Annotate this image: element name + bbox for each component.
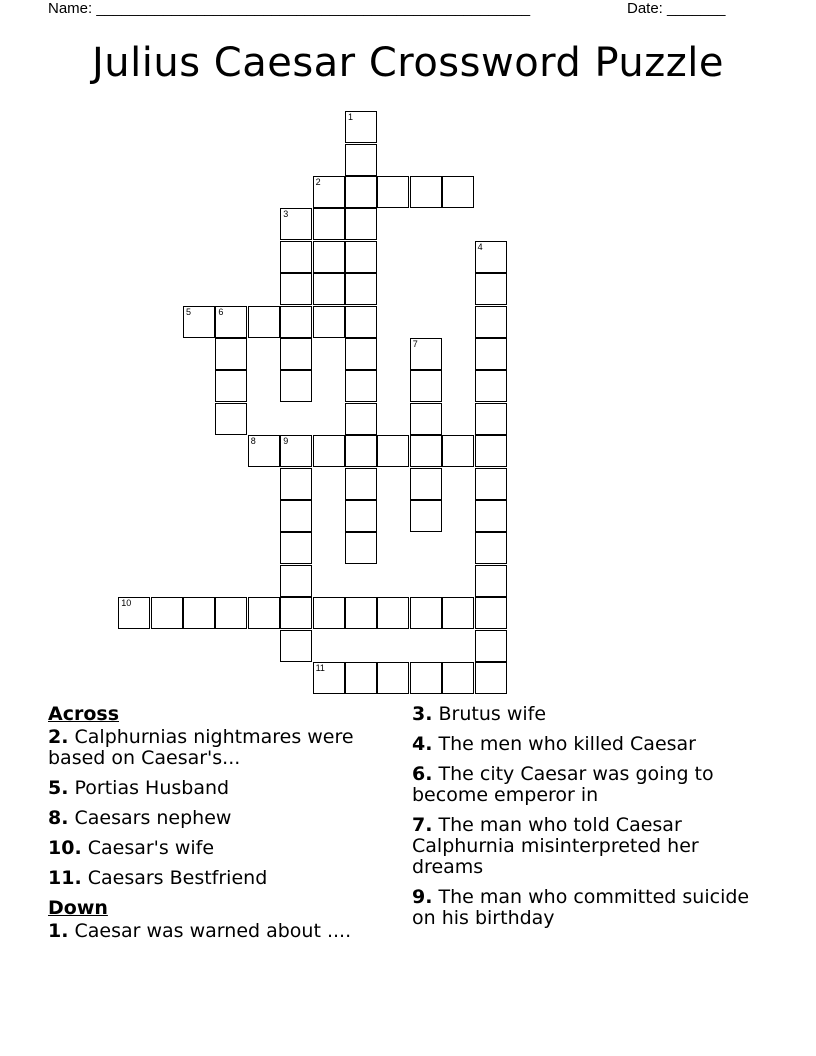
clue-item bbox=[412, 815, 768, 878]
clue-item-text: Portias Husband bbox=[74, 777, 230, 799]
clue-number: 7 bbox=[412, 339, 418, 349]
grid-cell[interactable] bbox=[377, 435, 409, 467]
grid-cell[interactable] bbox=[475, 630, 507, 662]
grid-cell[interactable] bbox=[280, 597, 312, 629]
clue-item-number: 5. bbox=[48, 777, 69, 799]
clue-item-number: 4. bbox=[412, 733, 433, 755]
grid-cell[interactable] bbox=[475, 597, 507, 629]
grid-cell[interactable] bbox=[280, 241, 312, 273]
grid-cell[interactable] bbox=[345, 662, 377, 694]
grid-cell[interactable] bbox=[313, 662, 345, 694]
clue-number: 5 bbox=[186, 306, 192, 317]
grid-cell[interactable] bbox=[280, 565, 312, 597]
clue-item-number: 3. bbox=[412, 703, 433, 725]
clue-item-number: 2. bbox=[48, 726, 69, 748]
grid-cell[interactable] bbox=[475, 338, 507, 370]
grid-cell[interactable] bbox=[377, 597, 409, 629]
grid-cell[interactable] bbox=[345, 468, 377, 500]
grid-cell[interactable] bbox=[313, 241, 345, 273]
grid-cell[interactable] bbox=[345, 403, 377, 435]
grid-cell[interactable] bbox=[345, 241, 377, 273]
grid-cell[interactable] bbox=[475, 306, 507, 338]
grid-cell[interactable] bbox=[442, 435, 474, 467]
grid-cell[interactable] bbox=[313, 176, 345, 208]
clue-item-text: The man who told Caesar Calphurnia misinterpreted her dreams bbox=[412, 814, 699, 878]
grid-cell[interactable] bbox=[345, 370, 377, 402]
name-field-label: Name: ____________________________________________________ bbox=[48, 0, 531, 17]
grid-cell[interactable] bbox=[475, 370, 507, 402]
grid-cell[interactable] bbox=[410, 338, 442, 370]
grid-cell[interactable] bbox=[313, 597, 345, 629]
clue-item-text: Calphurnias nightmares were based on Caesar's... bbox=[48, 726, 354, 769]
down-clue-list-right bbox=[412, 704, 768, 929]
clue-number: 4 bbox=[477, 241, 483, 252]
clue-item-number: 6. bbox=[412, 763, 433, 785]
grid-cell[interactable] bbox=[410, 500, 442, 532]
grid-cell[interactable] bbox=[183, 597, 215, 629]
clue-item-number: 11. bbox=[48, 867, 82, 889]
clue-item-text: The man who committed suicide on his birthday bbox=[412, 886, 750, 929]
clue-number: 9 bbox=[283, 436, 289, 447]
grid-cell[interactable] bbox=[475, 532, 507, 564]
grid-cell[interactable] bbox=[345, 500, 377, 532]
grid-cell[interactable] bbox=[151, 597, 183, 629]
grid-cell[interactable] bbox=[475, 662, 507, 694]
grid-cell[interactable] bbox=[313, 208, 345, 240]
clue-item-number: 1. bbox=[48, 920, 69, 942]
down-heading: Down bbox=[48, 897, 108, 919]
grid-cell[interactable] bbox=[345, 532, 377, 564]
clue-item bbox=[48, 778, 388, 799]
clues-column-right bbox=[412, 704, 768, 938]
clue-item bbox=[412, 704, 768, 725]
grid-cell[interactable] bbox=[345, 435, 377, 467]
grid-cell[interactable] bbox=[280, 338, 312, 370]
grid-cell[interactable] bbox=[215, 370, 247, 402]
grid-cell[interactable] bbox=[215, 597, 247, 629]
clue-item-text: Caesar was warned about .... bbox=[74, 920, 352, 942]
clue-number: 8 bbox=[250, 436, 256, 447]
clue-number: 10 bbox=[121, 598, 132, 609]
clue-item-text: Caesar's wife bbox=[87, 837, 215, 859]
grid-cell[interactable] bbox=[442, 662, 474, 694]
grid-cell[interactable] bbox=[410, 468, 442, 500]
grid-cell[interactable] bbox=[475, 565, 507, 597]
grid-cell[interactable] bbox=[442, 597, 474, 629]
grid-cell[interactable] bbox=[280, 306, 312, 338]
clue-item bbox=[48, 838, 388, 859]
grid-cell[interactable] bbox=[280, 468, 312, 500]
clue-item bbox=[48, 808, 388, 829]
grid-cell[interactable] bbox=[410, 662, 442, 694]
clues-column-left bbox=[48, 704, 388, 951]
grid-cell[interactable] bbox=[410, 597, 442, 629]
down-clue-list-left bbox=[48, 921, 388, 942]
clue-number: 3 bbox=[283, 209, 289, 220]
grid-cell[interactable] bbox=[248, 306, 280, 338]
across-heading: Across bbox=[48, 703, 120, 725]
grid-cell[interactable] bbox=[183, 306, 215, 338]
grid-cell[interactable] bbox=[280, 208, 312, 240]
grid-cell[interactable] bbox=[280, 370, 312, 402]
grid-cell[interactable] bbox=[377, 662, 409, 694]
grid-cell[interactable] bbox=[215, 403, 247, 435]
clue-item-text: Brutus wife bbox=[438, 703, 547, 725]
grid-cell[interactable] bbox=[248, 597, 280, 629]
grid-cell[interactable] bbox=[475, 468, 507, 500]
grid-cell[interactable] bbox=[345, 111, 377, 143]
grid-cell[interactable] bbox=[215, 306, 247, 338]
clue-number: 2 bbox=[315, 177, 321, 187]
across-clue-list bbox=[48, 727, 388, 889]
grid-cell[interactable] bbox=[410, 403, 442, 435]
grid-cell[interactable] bbox=[345, 144, 377, 176]
grid-cell[interactable] bbox=[475, 241, 507, 273]
grid-cell[interactable] bbox=[313, 435, 345, 467]
grid-cell[interactable] bbox=[345, 176, 377, 208]
clue-number: 11 bbox=[315, 663, 325, 673]
grid-cell[interactable] bbox=[280, 435, 312, 467]
clue-item bbox=[412, 764, 768, 806]
clue-number: 1 bbox=[348, 112, 354, 123]
clue-item-number: 7. bbox=[412, 814, 433, 836]
grid-cell[interactable] bbox=[248, 435, 280, 467]
grid-cell[interactable] bbox=[280, 273, 312, 305]
grid-cell[interactable] bbox=[475, 403, 507, 435]
date-field-label: Date: _______ bbox=[627, 0, 726, 17]
clue-item-text: Caesars nephew bbox=[74, 807, 232, 829]
grid-cell[interactable] bbox=[475, 435, 507, 467]
grid-cell[interactable] bbox=[410, 176, 442, 208]
clue-item bbox=[412, 734, 768, 755]
grid-cell[interactable] bbox=[345, 597, 377, 629]
grid-cell[interactable] bbox=[280, 630, 312, 662]
grid-cell[interactable] bbox=[345, 273, 377, 305]
grid-cell[interactable] bbox=[475, 273, 507, 305]
grid-cell[interactable] bbox=[410, 435, 442, 467]
grid-cell[interactable] bbox=[377, 176, 409, 208]
clue-item-text: The city Caesar was going to become emperor in bbox=[412, 763, 714, 806]
grid-cell[interactable] bbox=[313, 306, 345, 338]
grid-cell[interactable] bbox=[410, 370, 442, 402]
grid-cell[interactable] bbox=[345, 338, 377, 370]
grid-cell[interactable] bbox=[280, 500, 312, 532]
grid-cell[interactable] bbox=[442, 176, 474, 208]
grid-cell[interactable] bbox=[475, 500, 507, 532]
grid-cell[interactable] bbox=[313, 273, 345, 305]
clue-item bbox=[48, 727, 388, 769]
clue-item-number: 9. bbox=[412, 886, 433, 908]
clue-item bbox=[48, 921, 388, 942]
clue-item bbox=[48, 868, 388, 889]
clue-item-number: 10. bbox=[48, 837, 82, 859]
clue-item-text: Caesars Bestfriend bbox=[87, 867, 268, 889]
grid-cell[interactable] bbox=[215, 338, 247, 370]
grid-cell[interactable] bbox=[345, 208, 377, 240]
clue-item-text: The men who killed Caesar bbox=[438, 733, 696, 755]
grid-cell[interactable] bbox=[280, 532, 312, 564]
grid-cell[interactable] bbox=[345, 306, 377, 338]
grid-cell[interactable] bbox=[118, 597, 150, 629]
clue-item-number: 8. bbox=[48, 807, 69, 829]
clue-number: 6 bbox=[218, 306, 224, 317]
clue-item bbox=[412, 887, 768, 929]
page-title: Julius Caesar Crossword Puzzle bbox=[91, 40, 724, 86]
